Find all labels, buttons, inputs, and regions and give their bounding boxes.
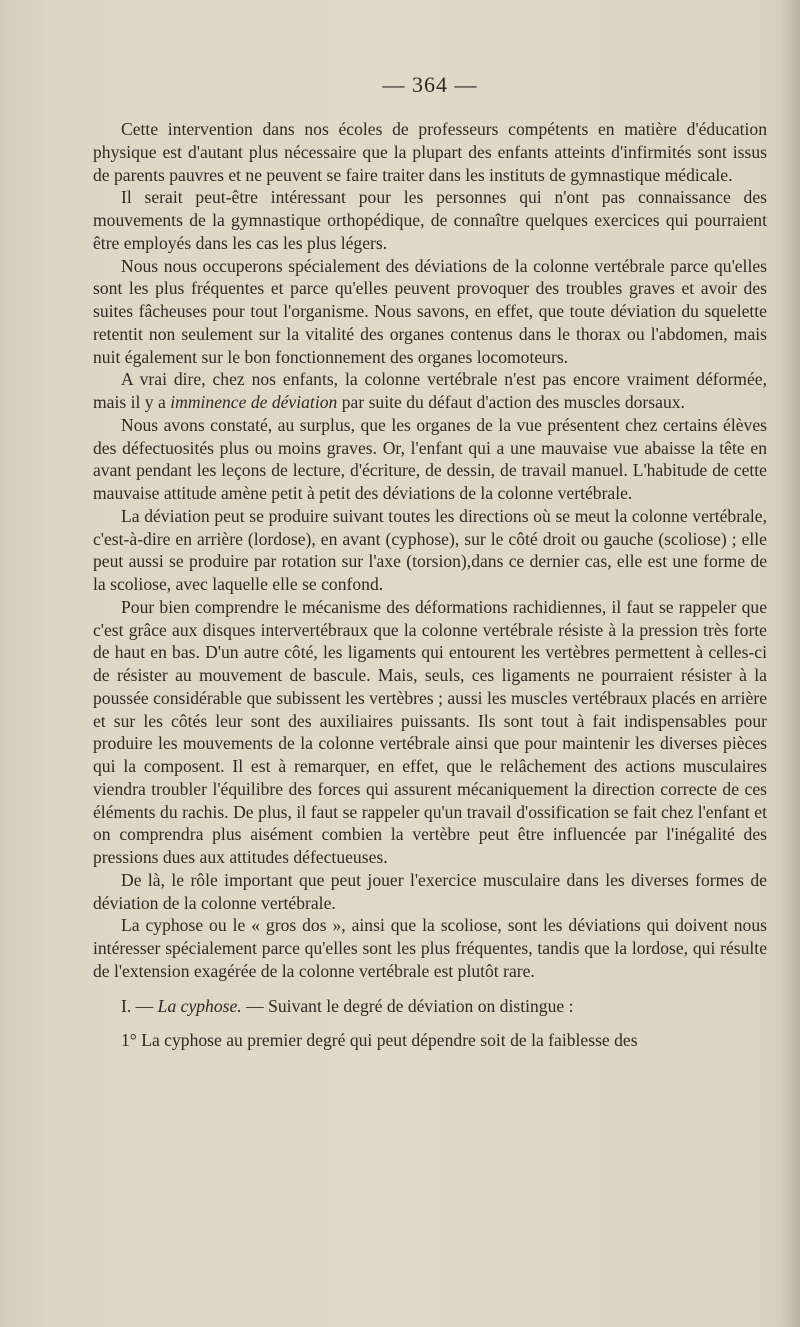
paragraph-7: Pour bien comprendre le mécanisme des déformations rachidiennes, il faut se rappeler que c'est grâce aux disques intervertébraux que la colonne vertébrale résiste à la pression très forte de haut en bas. D'un autre côté, les ligaments qui entourent les vertèbres permettent à celles-ci de résister au mouvement de bascule. Mais, seuls, ces ligaments ne pourraient résister à la poussée considérable que subissent les vertèbres ; aussi les muscles vertébraux placés en arrière et sur les côtés leur sont des auxiliaires puissants. Ils sont tout à fait indispensables pour produire les mouvements de la colonne vertébrale ainsi que pour maintenir les diverses pièces qui la composent. Il est à remarquer, en effet, que le relâchement des actions musculaires viendra troubler l'équilibre des forces qui assurent mécaniquement la direction correcte de ces éléments du rachis. De plus, il faut se rappeler qu'un travail d'ossification se fait chez l'enfant et on comprendra plus aisément combien la vertèbre peut être influencée par l'inégalité des pressions dues aux attitudes défectueuses. <box>93 596 767 867</box>
section-prefix: I. — <box>121 995 158 1016</box>
paragraph-6: La déviation peut se produire suivant toutes les directions où se meut la colonne vertébrale, c'est-à-dire en arrière (lordose), en avant (cyphose), sur le côté droit ou gauche (scoliose) ; elle peut aussi se produire par rotation sur l'axe (torsion),dans ce dernier cas, elle est une forme de la scoliose, avec laquelle elle se confond. <box>93 505 767 594</box>
paragraph-9: La cyphose ou le « gros dos », ainsi que la scoliose, sont les déviations qui doivent nous intéresser spécialement parce qu'elles sont les plus fréquentes, tandis que la lordose, qui résulte de l'extension exagérée de la colonne vertébrale est plutôt rare. <box>93 915 767 981</box>
paragraph-3: Nous nous occuperons spécialement des déviations de la colonne vertébrale parce qu'elles sont les plus fréquentes et parce qu'elles peuvent provoquer des troubles graves et avoir des suites fâcheuses pour tout l'organisme. Nous savons, en effet, que toute déviation du squelette retentit non seulement sur la vitalité des organes contenus dans le thorax ou l'abdomen, mais nuit également sur le bon fonctionnement des organes locomoteurs. <box>93 255 767 367</box>
section-heading <box>93 995 767 1018</box>
list-item-1: 1° La cyphose au premier degré qui peut dépendre soit de la faiblesse des <box>121 1030 638 1051</box>
section-intro: — Suivant le degré de déviation on distingue : <box>241 995 574 1016</box>
paragraph-4-emphasis: imminence de déviation <box>170 392 338 412</box>
page-number: — 364 — <box>382 72 478 97</box>
paragraph-5: Nous avons constaté, au surplus, que les organes de la vue présentent chez certains élèves des défectuosités plus ou moins graves. Or, l'enfant qui a une mauvaise vue abaisse la tête en avant pendant les leçons de lecture, d'écriture, de dessin, de travail manuel. L'habitude de cette mauvaise attitude amène petit à petit des déviations de la colonne vertébrale. <box>93 414 767 503</box>
paragraph-1: Cette intervention dans nos écoles de professeurs compétents en matière d'éducation physique est d'autant plus nécessaire que la plupart des enfants atteints d'infirmités sont issus de parents pauvres et ne peuvent se faire traiter dans les instituts de gymnastique médicale. <box>93 119 767 185</box>
paragraph-2: Il serait peut-être intéressant pour les personnes qui n'ont pas connaissance des mouvements de la gymnastique orthopédique, de connaître quelques exercices qui pourraient être employés dans les cas les plus légers. <box>93 187 767 253</box>
section-title: La cyphose. <box>157 995 242 1016</box>
paragraph-4-text-a: A vrai dire, chez nos enfants, la colonne vertébrale n'est pas encore vraiment déformée, mais il y a <box>93 369 767 412</box>
page-body <box>93 118 767 1052</box>
paragraph-4-text-b: par suite du défaut d'action des muscles dorsaux. <box>337 392 685 412</box>
paragraph-4 <box>93 368 767 414</box>
page-edge-shadow <box>782 0 800 1327</box>
paragraph-8: De là, le rôle important que peut jouer l'exercice musculaire dans les diverses formes de déviation de la colonne vertébrale. <box>93 869 767 913</box>
